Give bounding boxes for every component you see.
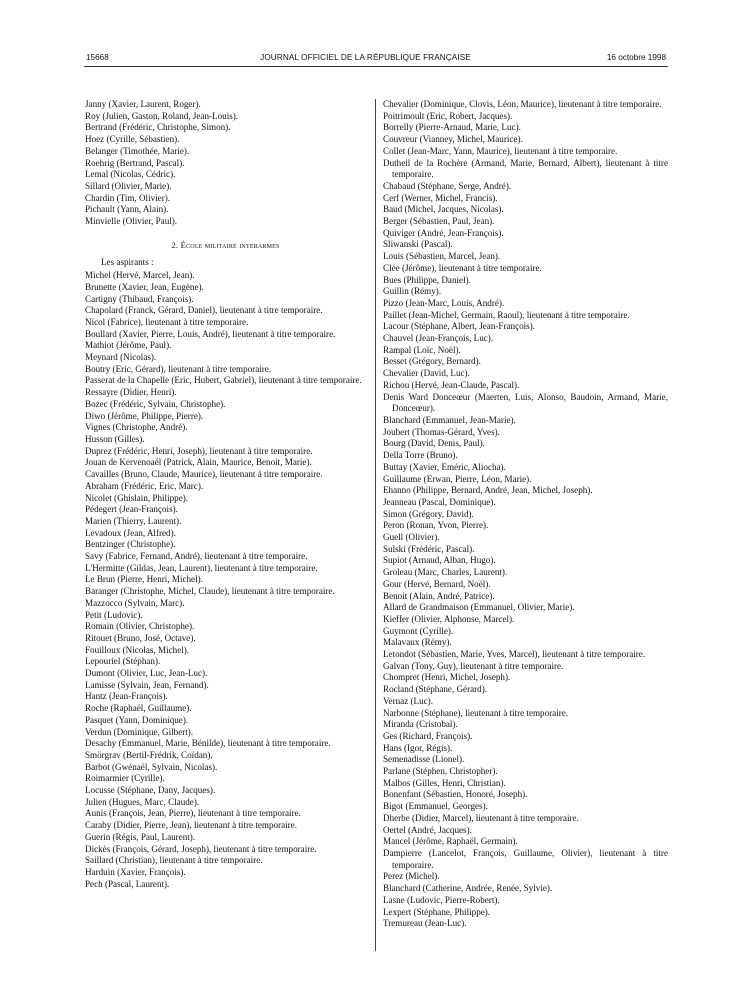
list-item: Miranda (Cristobal). xyxy=(383,719,458,730)
list-item: Lasne (Ludovic, Pierre-Robert). xyxy=(383,894,500,905)
list-item: Lexpert (Stéphane, Philippe). xyxy=(383,906,491,917)
section-number: 2. xyxy=(171,239,179,250)
list-item: Nicol (Fabrice), lieutenant à titre temporaire. xyxy=(85,316,249,327)
list-item: Dutheil de la Rochère (Armand, Marie, Bernard, Albert), lieutenant à titre temporaire. xyxy=(383,157,668,180)
list-item: Baud (Michel, Jacques, Nicolas). xyxy=(383,204,504,215)
list-item: Groleau (Marc, Charles, Laurent). xyxy=(383,567,508,578)
list-item: Buttay (Xavier, Eméric, Aliocha). xyxy=(383,461,506,472)
list-item: Cavailles (Bruno, Claude, Maurice), lieutenant à titre temporaire. xyxy=(85,469,323,480)
list-item: Letondot (Sébastien, Marie, Yves, Marcel), lieutenant à titre temporaire. xyxy=(383,649,646,660)
list-item: Bigot (Emmanuel, Georges). xyxy=(383,801,488,812)
list-item: Tremureau (Jean-Luc). xyxy=(383,918,467,929)
list-item: Parlane (Stéphen, Christopher). xyxy=(383,766,498,777)
list-item: Chabaud (Stéphane, Serge, André). xyxy=(383,180,512,191)
list-item: Paillet (Jean-Michel, Germain, Raoul), lieutenant à titre temporaire. xyxy=(383,309,630,320)
list-item: Ges (Richard, François). xyxy=(383,730,473,741)
list-item: Bonenfant (Sébastien, Honoré, Joseph). xyxy=(383,789,528,800)
list-item: Bertrand (Frédéric, Christophe, Simon). xyxy=(85,122,231,133)
list-item: Mazzocco (Sylvain, Marc). xyxy=(85,597,185,608)
list-item: Smörgrav (Bertil-Frédrik, Coïdan). xyxy=(85,749,213,760)
list-item: Duprez (Frédéric, Henri, Joseph), lieutenant à titre temporaire. xyxy=(85,445,313,456)
list-item: Baranger (Christophe, Michel, Claude), lieutenant à titre temporaire. xyxy=(85,586,335,597)
list-item: Mancel (Jérôme, Raphaël, Germain). xyxy=(383,836,518,847)
list-item: Le Brun (Pierre, Henri, Michel). xyxy=(85,574,203,585)
list-item: Ritouet (Bruno, José, Octave). xyxy=(85,632,196,643)
list-item: Dherbe (Didier, Marcel), lieutenant à titre temporaire. xyxy=(383,812,579,823)
list-item: Della Torre (Bruno). xyxy=(383,450,458,461)
list-item: Narbonne (Stéphane), lieutenant à titre temporaire. xyxy=(383,707,569,718)
list-item: Marien (Thierry, Laurent). xyxy=(85,515,182,526)
header-rule xyxy=(84,66,668,67)
list-item: Bourg (David, Denis, Paul). xyxy=(383,438,485,449)
left-top-list xyxy=(85,99,366,228)
list-item: Supiot (Arnaud, Alban, Hugo). xyxy=(383,555,496,566)
list-item: Cartigny (Thibaud, François). xyxy=(85,293,194,304)
list-item: Lepouriel (Stéphan). xyxy=(85,656,161,667)
list-item: Quiviger (André, Jean-François). xyxy=(383,227,504,238)
list-item: Bues (Philippe, Daniel). xyxy=(383,274,471,285)
list-item: Roy (Julien, Gaston, Roland, Jean-Louis). xyxy=(85,110,239,121)
list-item: Richou (Hervé, Jean-Claude, Pascal). xyxy=(383,379,520,390)
list-item: Ehanno (Philippe, Bernard, André, Jean, Michel, Joseph). xyxy=(383,485,593,496)
list-item: Berger (Sébastien, Paul, Jean). xyxy=(383,216,495,227)
list-item: Guerin (Régis, Paul, Laurent). xyxy=(85,831,196,842)
list-item: Galvan (Tony, Guy), lieutenant à titre temporaire. xyxy=(383,660,564,671)
list-item: Belanger (Timothée, Marie). xyxy=(85,145,190,156)
list-item: Bentzinger (Christophe). xyxy=(85,539,176,550)
list-item: Diwo (Jérôme, Philippe, Pierre). xyxy=(85,410,204,421)
list-item: Passerat de la Chapelle (Eric, Hubert, Gabriel), lieutenant à titre temporaire. xyxy=(85,375,362,386)
list-item: Fouilloux (Nicolas, Michel). xyxy=(85,644,190,655)
list-item: Meynard (Nicolas). xyxy=(85,352,157,363)
list-item: Saillard (Christian), lieutenant à titre temporaire. xyxy=(85,855,263,866)
list-item: Sliwanski (Pascal). xyxy=(383,239,453,250)
list-item: Verdun (Dominique, Gilbert). xyxy=(85,726,194,737)
right-main-list xyxy=(383,99,668,930)
right-column xyxy=(383,99,668,930)
list-item: Sulski (Frédéric, Pascal). xyxy=(383,543,475,554)
list-item: Julien (Hugues, Marc, Claude). xyxy=(85,796,200,807)
list-item: Denis Ward Donceœur (Maerten, Luis, Alonso, Baudoin, Armand, Marie, Donceœur). xyxy=(383,391,668,414)
list-item: Chompret (Henri, Michel, Joseph). xyxy=(383,672,511,683)
list-item: Benoit (Alain, André, Patrice). xyxy=(383,590,495,601)
list-item: Sillard (Olivier, Marie). xyxy=(85,180,172,191)
list-item: Minvielle (Olivier, Paul). xyxy=(85,216,178,227)
list-item: Semenadisse (Lionel). xyxy=(383,754,465,765)
list-item: Jeanneau (Pascal, Dominique). xyxy=(383,496,496,507)
list-item: Pizzo (Jean-Marc, Louis, André). xyxy=(383,297,505,308)
list-item: Desachy (Emmanuel, Marie, Bénilde), lieutenant à titre temporaire. xyxy=(85,738,331,749)
list-item: Pédegert (Jean-François). xyxy=(85,504,178,515)
list-item: Blanchard (Emmanuel, Jean-Marie). xyxy=(383,414,516,425)
list-item: Malavaux (Rémy). xyxy=(383,637,452,648)
list-item: Vernaz (Luc). xyxy=(383,695,433,706)
list-item: Oertel (André, Jacques). xyxy=(383,824,472,835)
list-item: Brunette (Xavier, Jean, Eugène). xyxy=(85,281,204,292)
list-item: Dickès (François, Gérard, Joseph), lieutenant à titre temporaire. xyxy=(85,843,317,854)
list-item: Boutry (Eric, Gérard), lieutenant à titre temporaire. xyxy=(85,363,272,374)
subheading: Les aspirants : xyxy=(101,257,154,268)
list-item: Pech (Pascal, Laurent). xyxy=(85,878,170,889)
list-item: Guymont (Cyrille). xyxy=(383,625,454,636)
list-item: Vignes (Christophe, André). xyxy=(85,422,188,433)
list-item: Roche (Raphaël, Guillaume). xyxy=(85,703,192,714)
list-item: Peron (Ronan, Yvon, Pierre). xyxy=(383,520,489,531)
list-item: Levadoux (Jean, Alfred). xyxy=(85,527,176,538)
list-item: Guillin (Rémy). xyxy=(383,286,442,297)
list-item: Guillaume (Erwan, Pierre, Léon, Marie). xyxy=(383,473,532,484)
list-item: Caraby (Didier, Pierre, Jean), lieutenant à titre temporaire. xyxy=(85,820,297,831)
list-item: Clée (Jérôme), lieutenant à titre temporaire. xyxy=(383,262,542,273)
list-item: Lemal (Nicolas, Cédric). xyxy=(85,169,176,180)
list-item: Romain (Olivier, Christophe). xyxy=(85,621,195,632)
list-item: Hantz (Jean-François). xyxy=(85,691,168,702)
list-item: Borrelly (Pierre-Arnaud, Marie, Luc). xyxy=(383,122,521,133)
list-item: Allard de Grandmaison (Emmanuel, Olivier, Marie). xyxy=(383,602,575,613)
list-item: Abraham (Frédéric, Eric, Marc). xyxy=(85,480,204,491)
list-item: Joubert (Thomas-Gérard, Yves). xyxy=(383,426,500,437)
list-item: Besset (Grégory, Bernard). xyxy=(383,356,481,367)
list-item: Bozec (Frédéric, Sylvain, Christophe). xyxy=(85,398,226,409)
list-item: Couvreur (Vianney, Michel, Maurice). xyxy=(383,134,523,145)
list-item: Poitrimoult (Eric, Robert, Jacques). xyxy=(383,110,513,121)
list-item: Husson (Gilles). xyxy=(85,433,145,444)
list-item: Lacour (Stéphane, Albert, Jean-François). xyxy=(383,321,536,332)
section-heading xyxy=(85,240,366,252)
publication-date: 16 octobre 1998 xyxy=(606,53,666,62)
list-item: Harduin (Xavier, François). xyxy=(85,867,186,877)
page-header xyxy=(0,53,731,67)
list-item: Chevalier (David, Luc). xyxy=(383,368,470,379)
column-divider xyxy=(375,99,376,951)
list-item: Chardin (Tim, Olivier). xyxy=(85,192,171,203)
list-item: Gour (Hervé, Bernard, Noël). xyxy=(383,578,491,589)
list-item: Collet (Jean-Marc, Yann, Maurice), lieutenant à titre temporaire. xyxy=(383,145,618,156)
list-item: Locusse (Stéphane, Dany, Jacques). xyxy=(85,785,216,796)
list-item: Hans (Igor, Régis). xyxy=(383,742,453,753)
list-item: Perez (Michel). xyxy=(383,871,440,882)
list-item: Jouan de Kervenoaël (Patrick, Alain, Maurice, Benoit, Marie). xyxy=(85,457,312,468)
list-item: Lamisse (Sylvain, Jean, Fernand). xyxy=(85,679,209,690)
section-title: École militaire interarmes xyxy=(180,239,280,250)
list-item: L'Hermitte (Gildas, Jean, Laurent), lieutenant à titre temporaire. xyxy=(85,562,318,573)
list-item: Guell (Olivier). xyxy=(383,532,440,543)
list-item: Boullard (Xavier, Pierre, Louis, André), lieutenant à titre temporaire. xyxy=(85,328,336,339)
list-item: Chapolard (Franck, Gérard, Daniel), lieutenant à titre temporaire. xyxy=(85,305,323,316)
list-item: Roimarmier (Cyrille). xyxy=(85,773,165,784)
list-item: Ressayre (Didier, Henri). xyxy=(85,387,177,398)
list-item: Rampal (Loïc, Noël). xyxy=(383,344,461,355)
list-item: Pasquet (Yann, Dominique). xyxy=(85,714,189,725)
left-column xyxy=(85,99,366,890)
list-item: Dumont (Olivier, Luc, Jean-Luc). xyxy=(85,668,208,679)
list-item: Chevalier (Dominique, Clovis, Léon, Maurice), lieutenant à titre temporaire. xyxy=(383,99,662,109)
left-main-list xyxy=(85,270,366,890)
list-item: Rocland (Stéphane, Gérard). xyxy=(383,684,488,695)
list-item: Petit (Ludovic). xyxy=(85,609,143,620)
journal-title: JOURNAL OFFICIEL DE LA RÉPUBLIQUE FRANÇAISE xyxy=(260,53,471,62)
list-item: Blanchard (Catherine, Andrée, Renée, Sylvie). xyxy=(383,883,553,894)
list-item: Hoez (Cyrille, Sébastien). xyxy=(85,134,180,145)
list-item: Louis (Sébastien, Marcel, Jean). xyxy=(383,251,501,262)
list-item: Kieffer (Olivier, Alphonse, Marcel). xyxy=(383,613,515,624)
list-item: Chauvel (Jean-François, Luc). xyxy=(383,333,494,344)
list-item: Nicolet (Ghislain, Philippe). xyxy=(85,492,189,503)
list-item: Aunis (François, Jean, Pierre), lieutenant à titre temporaire. xyxy=(85,808,301,819)
list-item: Malbos (Gilles, Henri, Christian). xyxy=(383,777,506,788)
list-item: Michel (Hervé, Marcel, Jean). xyxy=(85,270,195,281)
list-item: Simon (Grégory, David). xyxy=(383,508,474,519)
list-item: Cerf (Werner, Michel, Francis). xyxy=(383,192,498,203)
page-number: 15668 xyxy=(86,53,109,62)
list-item: Janny (Xavier, Laurent, Roger). xyxy=(85,99,201,109)
list-item: Dampierre (Lancelot, François, Guillaume, Olivier), lieutenant à titre temporaire. xyxy=(383,848,668,870)
list-item: Pichault (Yann, Alain). xyxy=(85,204,169,215)
list-item: Mathiot (Jérôme, Paul). xyxy=(85,340,172,351)
list-item: Savy (Fabrice, Fernand, André), lieutenant à titre temporaire. xyxy=(85,551,308,562)
list-item: Barbot (Gwénaël, Sylvain, Nicolas). xyxy=(85,761,218,772)
list-item: Roehrig (Bertrand, Pascal). xyxy=(85,157,185,168)
